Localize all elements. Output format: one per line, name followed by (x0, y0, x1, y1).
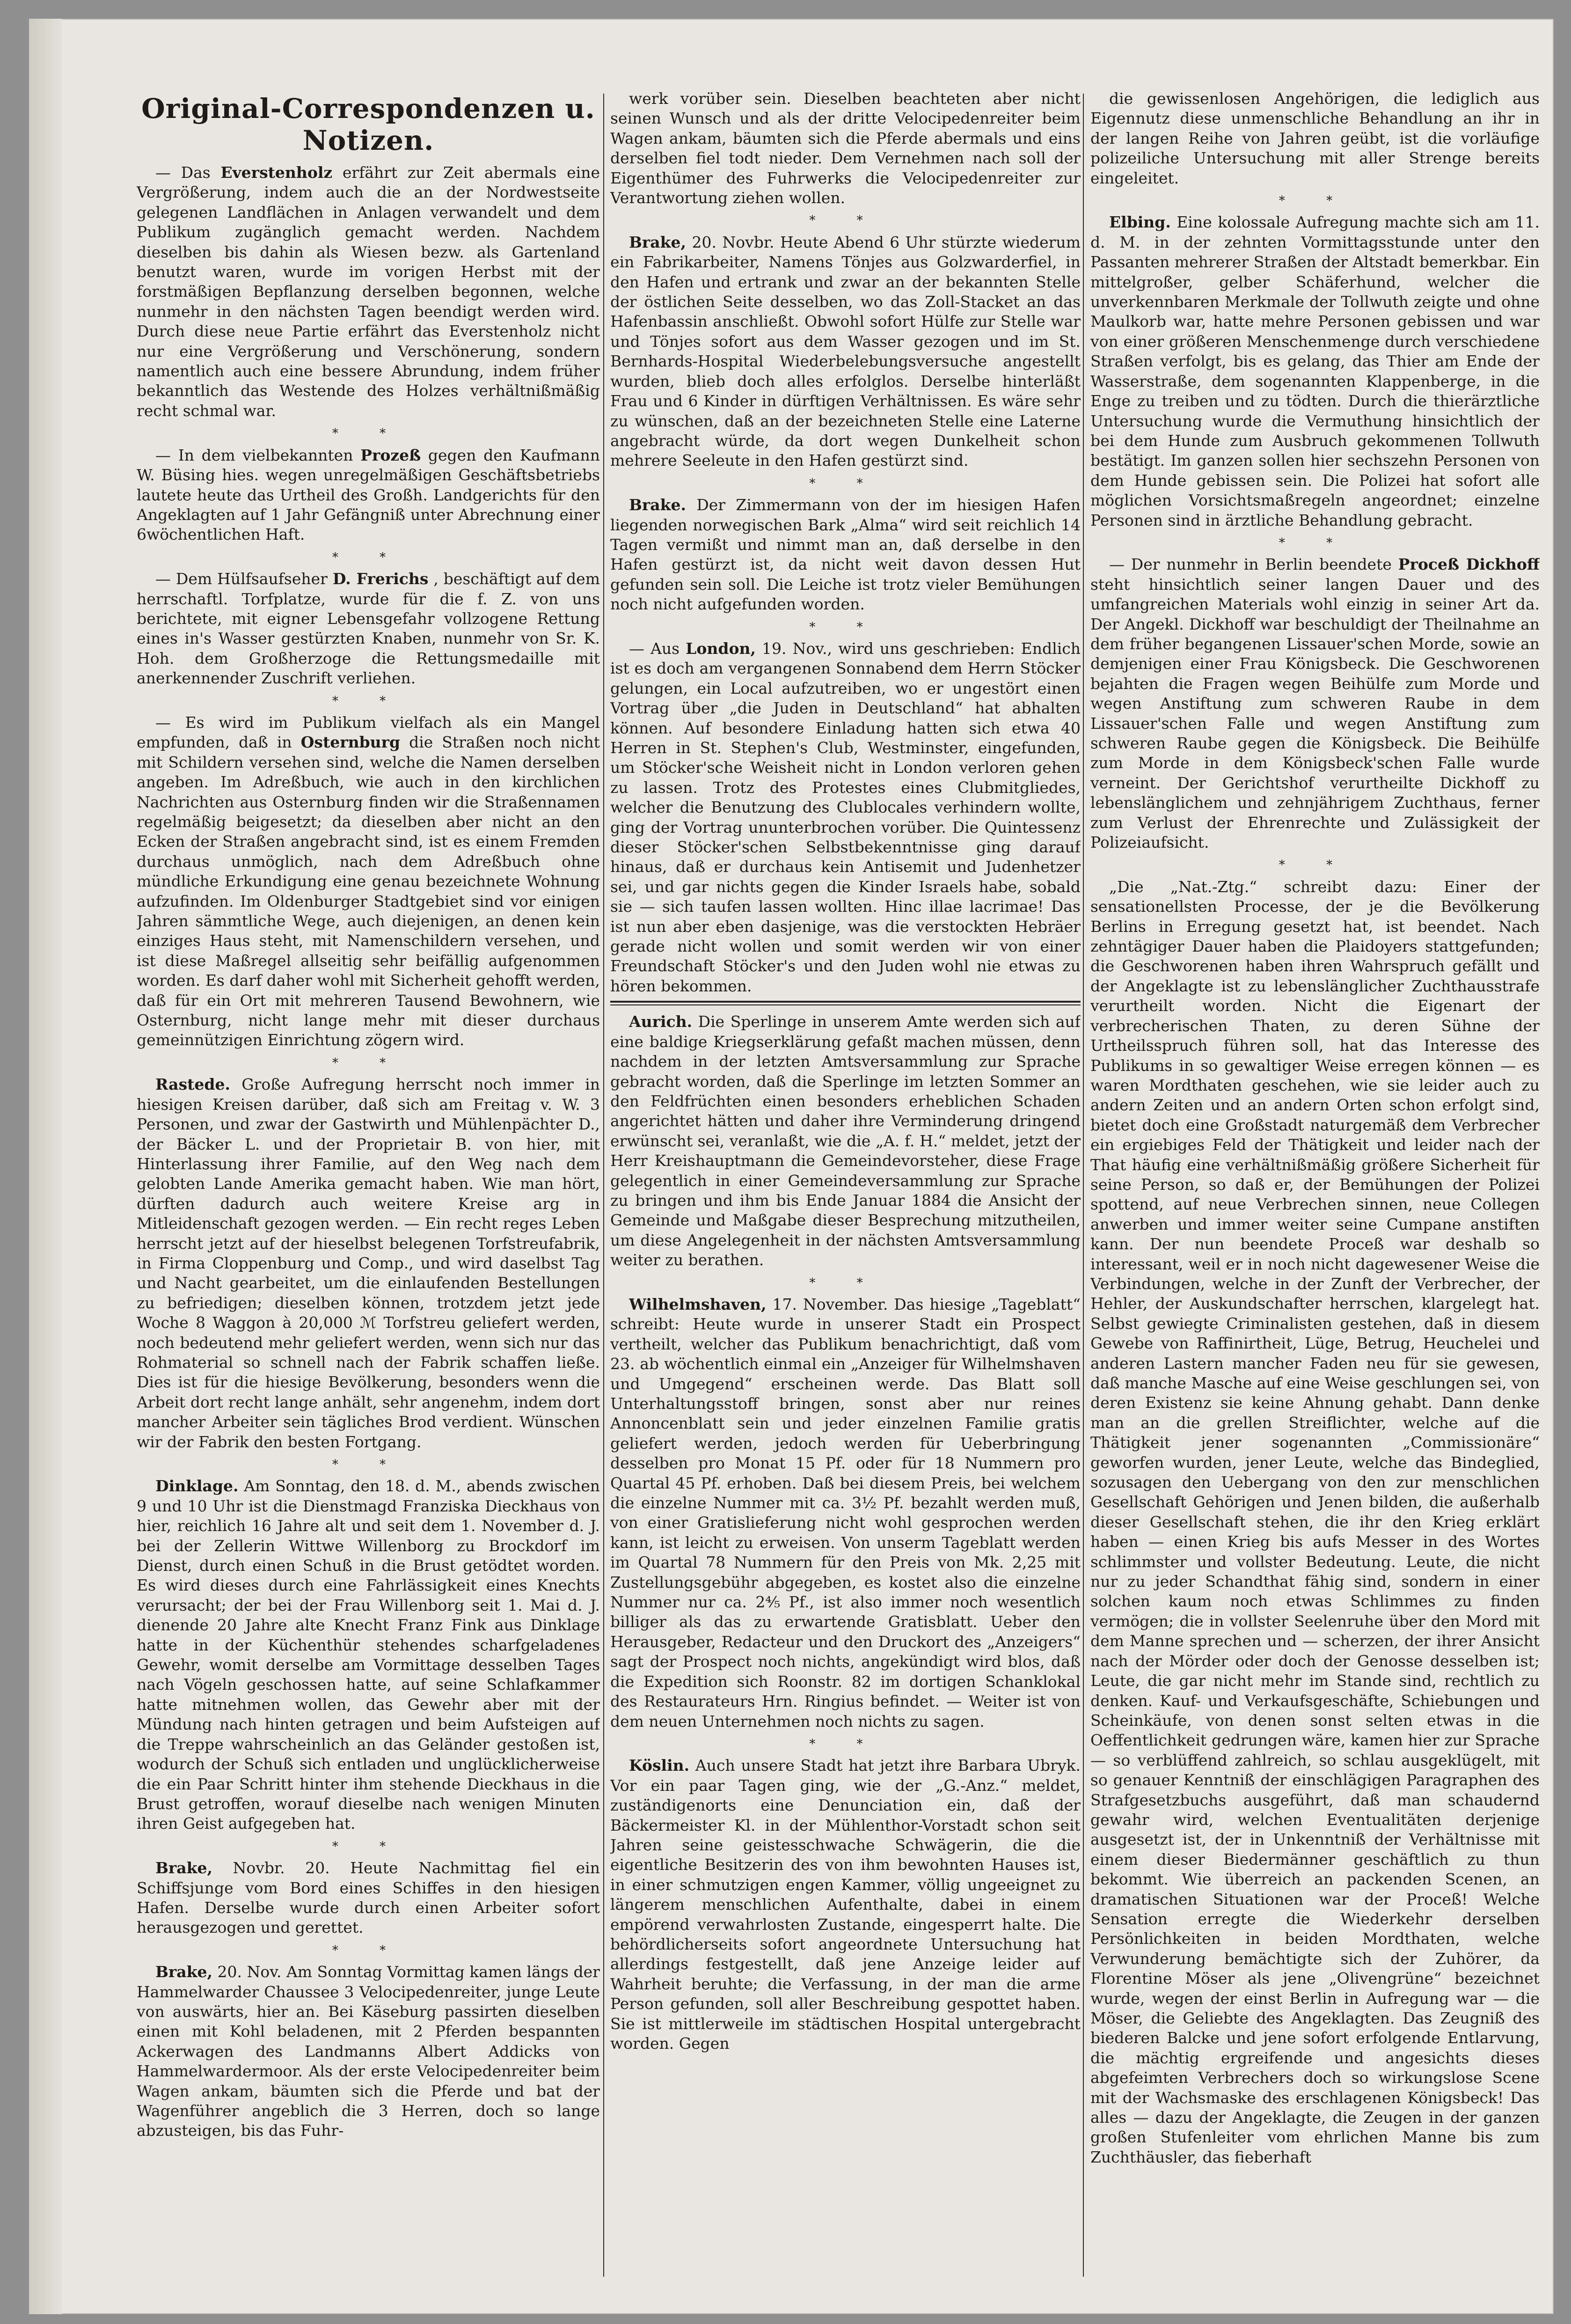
article-text: Die Sperlinge in unserem Amte werden sich auf eine baldige Kriegserklärung gefaßt machen müssen, denn nachdem in der letzten Amtsversammlung zur Sprache gebracht worden, daß die Sperlinge im letzten Sommer an den Feldfrüchten einen besonders erheblichen Schaden angerichtet hätten und daher ihre Verminderung dringend erwünscht sei, veranlaßt, wie die „A. f. H.“ meldet, jetzt der Herr Kreishauptmann die Gemeindevorsteher, diese Frage gelegentlich in einer Gemeindeversammlung zur Sprache zu bringen und ihm bis Ende Januar 1884 die Ansicht der Gemeinde und Maßgabe dieser Besprechung mitzutheilen, um diese Angelegenheit in der nächsten Amtsversammlung weiter zu berathen. (610, 1012, 1081, 1269)
article-separator: * * (332, 694, 405, 708)
article-separator: * * (809, 213, 882, 228)
article-separator: * * (809, 1276, 882, 1290)
article-heading: Prozeß (360, 446, 421, 464)
article-text: 17. November. Das hiesige „Tageblatt“ schreibt: Heute wurde in unserer Stadt ein Prospect vertheilt, welcher das Publikum benachrichtigt, daß vom 23. ab wöchentlich einmal ein „Anzeiger für Wilhelmshaven und Umgegend“ erscheinen werde. Das Blatt soll Unterhaltungsstoff bringen, sonst aber nur reines Annoncenblatt sein und jeder einzelnen Familie gratis geliefert werden, jedoch werden für Ueberbringung desselben pro Monat 15 Pf. oder für 18 Nummern pro Quartal 45 Pf. erhoben. Daß bei diesem Preis, bei welchem die einzelne Nummer mit ca. 3½ Pf. bezahlt werden muß, von einer Gratislieferung nicht wohl gesprochen werden kann, ist leicht zu erweisen. Von unserm Tageblatt werden im Quartal 78 Nummern für den Preis von Mk. 2,25 mit Zustellungsgebühr abgegeben, es kostet also die einzelne Nummer nur ca. 2⁴⁄₅ Pf., ist also immer noch wesentlich billiger als das zu erwartende Gratisblatt. Ueber den Herausgeber, Redacteur und den Druckort des „Anzeigers“ sagt der Prospect noch nichts, angekündigt wird blos, daß die Expedition sich Roonstr. 82 im dortigen Schanklokal des Restaurateurs Hrn. Ringius befindet. — Weiter ist von dem neuen Unternehmen noch nichts zu sagen. (610, 1295, 1081, 1730)
column-1-articles (137, 163, 600, 2141)
article-separator: * * (809, 476, 882, 491)
article-paragraph (1090, 877, 1540, 2167)
article-text: Novbr. 20. Heute Nachmittag fiel ein Schiffsjunge vom Bord eines Schiffes in den hiesigen Hafen. Derselbe wurde durch einen Arbeiter sofort herausgezogen und gerettet. (137, 1859, 600, 1937)
article-text: „Die „Nat.-Ztg.“ schreibt dazu: Einer der sensationellsten Processe, der je die Bevölkerung Berlins in Erregung gesetzt hat, ist beendet. Nach zehntägiger Dauer haben die Plaidoyers stattgefunden; die Geschworenen haben ihren Wahrspruch gefällt und der Angeklagte ist zu lebenslänglicher Zuchthausstrafe verurtheilt worden. Nicht die Eigenart der verbrecherischen Thaten, zu deren Sühne der Urtheilsspruch führen soll, hat das Interesse des Publikums in so gewaltiger Weise erregen können — es waren Mordthaten geschehen, wie sie leider auch zu andern Zeiten und an andern Orten schon erfolgt sind, bietet doch eine Großstadt naturgemäß dem Verbrecher ein ergiebiges Feld der Thätigkeit und leider nach der That häufig eine verhältnißmäßig größere Sicherheit für seine Person, so daß er, der Bemühungen der Polizei spottend, auf neue Verbrechen sinnen, neue Collegen anwerben und immer weiter seine Cumpane anstiften kann. Der nun beendete Proceß war deshalb so interessant, weil er in noch nicht dagewesener Weise die Verbindungen, welche in der Zunft der Verbrecher, der Hehler, der Auskundschafter herrschen, klargelegt hat. Selbst gewiegte Criminalisten gestehen, daß in diesem Gewebe von Raffinirtheit, Lüge, Betrug, Heuchelei und anderen Lastern mancher Faden neu für sie gewesen, daß manche Masche auf eine Weise geschlungen sei, von deren Existenz sie keine Ahnung gehabt. Dann denke man an die grellen Streiflichter, welche auf die Thätigkeit jener sogenannten „Commissionäre“ geworfen wurden, jener Leute, welche das Bindeglied, sozusagen den Uebergang von den zur menschlichen Gesellschaft Gehörigen und Jenen bilden, die außerhalb dieser Gesellschaft stehen, die ihr den Krieg erklärt haben — einen Krieg bis aufs Messer in des Wortes schlimmster und vollster Bedeutung. Leute, die nicht nur zu jeder Schandthat fähig sind, sondern in einer solchen kaum noch etwas Schlimmes zu finden vermögen; die in vollster Seelenruhe über den Mord mit dem Manne sprechen und — scherzen, der ihrer Ansicht nach der Mörder oder doch der Genosse desselben ist; Leute, die gar nicht mehr im Stande sind, rechtlich zu denken. Kauf- und Verkaufsgeschäfte, Schiebungen und Scheinkäufe, von denen sonst selten etwas in die Oeffentlichkeit gedrungen wäre, kamen hier zur Sprache — so verblüffend zahlreich, so schlau ausgeklügelt, mit so genauer Kenntniß der einschlägigen Paragraphen des Strafgesetzbuchs ausgeführt, daß man schaudernd gewahr wird, welchen Eventualitäten derjenige ausgesetzt ist, der in Unkenntniß der Verhältnisse mit einem dieser Biedermänner geschäftlich zu thun bekommt. Wie überreich an packenden Scenen, an dramatischen Situationen war der Proceß! Welche Sensation erregte die Wiederkehr derselben Persönlichkeiten in beiden Mordthaten, welche Verwunderung bemächtigte sich der Zuhörer, da Florentine Möser als jene „Olivengrüne“ bezeichnet wurde, wegen der einst Berlin in Aufregung war — die Möser, die Geliebte des Angeklagten. Das Zeugniß des biederen Balcke und jene sofort erfolgende Entlarvung, die mächtig ergreifende und angesichts dieses abgefeimten Verbrechers doch so wirkungslose Scene mit der Wachsmaske des erschlagenen Königsbeck! Das alles — dazu der Angeklagte, die Zeugen in der ganzen großen Stufenleiter vom ehrlichen Manne bis zum Zuchthäusler, das fieberhaft (1090, 877, 1540, 2166)
column-1 (137, 89, 600, 2277)
article-lead: — Dem Hülfsaufseher (155, 570, 333, 588)
article-paragraph (610, 89, 1081, 208)
article-separator: * * (332, 1056, 405, 1070)
article-heading: Brake, (155, 1963, 213, 1981)
article-paragraph (610, 639, 1081, 996)
article-text: erfährt zur Zeit abermals eine Vergrößerung, indem auch die an der Nordwestseite gelegenen Landflächen in Anlagen verwandelt und dem Publikum zugänglich gemacht werden. Nachdem dieselben bis dahin als Wiesen bezw. als Gartenland benutzt waren, wurde im vorigen Herbst mit der forstmäßigen Bepflanzung derselben begonnen, welche nunmehr in den nächsten Tagen beendigt werden wird. Durch diese neue Partie erfährt das Everstenholz nicht nur eine Vergrößerung und Verschönerung, sondern namentlich auch eine bessere Abrundung, indem früher bekanntlich das Westende des Holzes verhältnißmäßig recht schmal war. (137, 163, 600, 420)
article-paragraph (610, 233, 1081, 471)
article-text: die gewissenlosen Angehörigen, die lediglich aus Eigennutz diese unmenschliche Behandlung an ihr in der langen Reihe von Jahren geübt, ist die vorläufige polizeiliche Untersuchung mit aller Strenge bereits eingeleitet. (1090, 89, 1540, 187)
newspaper-page (29, 19, 1554, 2314)
page-binding (29, 19, 62, 2314)
article-heading: Köslin. (629, 1756, 690, 1775)
article-separator: * * (332, 1943, 405, 1957)
article-text: Auch unsere Stadt hat jetzt ihre Barbara Ubryk. Vor ein paar Tagen ging, wie der „G.-Anz.“ meldet, zuständigenorts eine Denunciation ein, daß der Bäckermeister Kl. in der Mühlenthor-Vorstadt schon seit Jahren seine geistesschwache Schwägerin, die die eigentliche Besitzerin des von ihm bewohnten Hauses ist, in einer schmutzigen engen Kammer, völlig ungeeignet zu längerem menschlichen Aufenthalte, dabei in einem empörend verwahrlosten Zustande, eingesperrt halte. Die behördlicherseits sofort angeordnete Untersuchung hat allerdings festgestellt, daß jene Anzeige leider auf Wahrheit beruhte; die Verfassung, in der man die arme Person gefunden, soll aller Beschreibung gespottet haben. Sie ist mittlerweile im städtischen Hospital untergebracht worden. Gegen (610, 1756, 1081, 2053)
article-paragraph (610, 1295, 1081, 1731)
article-text: steht hinsichtlich seiner langen Dauer und des umfangreichen Materials wohl einzig in seiner Art da. Der Angekl. Dickhoff war beschuldigt der Theilnahme an dem früher begangenen Lissauer'schen Morde, sowie an demjenigen einer Frau Königsbeck. Die Geschworenen bejahten die Fragen wegen Beihülfe zum Morde und wegen Anstiftung zum schweren Raube in dem Lissauer'schen Falle und wegen Anstiftung zum schweren Raube gegen die Königsbeck. Die Beihülfe zum Morde in dem Königsbeck'schen Falle wurde verneint. Der Gerichtshof verurtheilte Dickhoff zu lebenslänglichem und zehnjährigem Zuchthaus, ferner zum Verlust der Ehrenrechte und Zulässigkeit der Polizeiaufsicht. (1090, 575, 1540, 852)
column-rule-1 (603, 94, 604, 2277)
article-text: Am Sonntag, den 18. d. M., abends zwischen 9 und 10 Uhr ist die Dienstmagd Franziska Dieckhaus von hier, reichlich 16 Jahre alt und seit dem 1. November d. J. bei der Zellerin Wittwe Willenborg zu Brockdorf im Dienst, durch einen Schuß in die Brust getödtet worden. Es wird dieses durch eine Fahrlässigkeit eines Knechts verursacht; der bei der Frau Willenborg seit 1. Mai d. J. dienende 20 Jahre alte Knecht Franz Fink aus Dinklage hatte in der Küchenthür stehendes scharfgeladenes Gewehr, womit derselbe am Vormittage desselben Tages nach Vögeln geschossen hatte, auf seine Schlafkammer hatte mitnehmen wollen, das Gewehr aber mit der Mündung nach hinten getragen und beim Aufsteigen auf die Treppe wahrscheinlich an das Geländer gestoßen ist, wodurch der Schuß sich entladen und unglücklicherweise die ein Paar Schritt hinter ihm stehende Dieckhaus in die Brust getroffen, worauf dieselbe nach wenigen Minuten ihren Geist aufgegeben hat. (137, 1477, 600, 1833)
article-separator: * * (332, 1458, 405, 1472)
article-lead: — Es wird im Publikum vielfach als ein Mangel empfunden, daß in (137, 713, 600, 752)
column-2-articles (610, 89, 1081, 2053)
article-heading: Everstenholz (220, 163, 333, 182)
article-separator: * * (332, 426, 405, 441)
article-lead: — In dem vielbekannten (155, 446, 361, 464)
article-heading: Brake, (155, 1859, 213, 1877)
article-heading: Wilhelmshaven, (629, 1295, 767, 1313)
article-heading: Brake. (629, 496, 687, 514)
article-separator: * * (332, 550, 405, 565)
article-text: werk vorüber sein. Dieselben beachteten aber nicht seinen Wunsch und als der dritte Velocipedenreiter beim Wagen ankam, bäumten sich die Pferde abermals und eins derselben fiel todt nieder. Dem Vernehmen nach soll der Eigenthümer des Fuhrwerks die Velocipedenreiter zur Verantwortung ziehen wollen. (610, 89, 1081, 207)
article-text: gegen den Kaufmann W. Büsing hies. wegen unregelmäßigen Geschäftsbetriebs lautete heute das Urtheil des Großh. Landgerichts für den Angeklagten auf 1 Jahr Gefängniß unter Abrechnung einer 6wöchentlichen Haft. (137, 446, 600, 544)
section-rule (610, 1001, 1081, 1005)
article-text: , beschäftigt auf dem herrschaftl. Torfplatze, wurde für die f. Z. von uns berichtete, mit eigner Lebensgefahr vollzogene Rettung eines in's Wasser gestürzten Knaben, nunmehr von Sr. K. Hoh. dem Großherzoge die Rettungsmedaille mit anerkennender Zuschrift verliehen. (137, 570, 600, 688)
article-separator: * * (1279, 535, 1352, 550)
article-heading: Rastede. (155, 1075, 230, 1094)
article-paragraph (610, 1756, 1081, 2053)
column-rule-2 (1083, 94, 1084, 2277)
article-paragraph (137, 569, 600, 688)
article-paragraph (1090, 89, 1540, 188)
article-paragraph (610, 1012, 1081, 1270)
article-paragraph (1090, 213, 1540, 530)
article-text: 20. Nov. Am Sonntag Vormittag kamen längs der Hammelwarder Chaussee 3 Velocipedenreiter, junge Leute von auswärts, hier an. Bei Käseburg passirten dieselben einen mit Kohl beladenen, mit 2 Pferden bespannten Ackerwagen des Landmanns Albert Addicks von Hammelwardermoor. Als der erste Velocipedenreiter beim Wagen ankam, bäumten sich die Pferde und bat der Wagenführer angeblich die 3 Herren, doch so lange abzusteigen, bis das Fuhr- (137, 1963, 600, 2140)
page-title: Original-Correspondenzen u. Notizen. (141, 93, 595, 156)
column-2 (610, 89, 1081, 2277)
article-heading: London, (686, 639, 756, 658)
column-3-articles (1090, 89, 1540, 2167)
article-heading: Dinklage. (155, 1477, 239, 1496)
article-text: 20. Novbr. Heute Abend 6 Uhr stürzte wiederum ein Fabrikarbeiter, Namens Tönjes aus Golzwarderfiel, in den Hafen und ertrank und zwar an der bekannten Stelle der östlichen Seite desselben, wo das Zoll-Stacket an das Hafenbassin anschließt. Obwohl sofort Hülfe zur Stelle war und Tönjes sofort aus dem Wasser gezogen und im St. Bernhards-Hospital Wiederbelebungsversuche angestellt wurden, blieb doch alles erfolglos. Derselbe hinterläßt Frau und 6 Kinder in dürftigen Verhältnissen. Es wäre sehr zu wünschen, daß an der bezeichneten Stelle eine Laterne angebracht würde, da dort wegen Dunkelheit schon mehrere Seeleute in den Hafen gestürzt sind. (610, 233, 1081, 470)
article-heading: Brake, (629, 233, 687, 251)
article-paragraph (137, 163, 600, 421)
article-separator: * * (1279, 194, 1352, 208)
article-paragraph (610, 495, 1081, 614)
article-heading: Aurich. (629, 1012, 693, 1031)
article-paragraph (137, 446, 600, 545)
article-text: die Straßen noch nicht mit Schildern versehen sind, welche die Namen derselben angeben. Im Adreßbuch, wie auch in den kirchlichen Nachrichten aus Osternburg finden wir die Straßennamen regelmäßig beigesetzt; da dieselben aber nicht an den Ecken der Straßen angebracht sind, ist es einem Fremden durchaus unmöglich, nach dem Adreßbuch ohne mündliche Erkundigung eine genau bezeichnete Wohnung aufzufinden. Im Oldenburger Stadtgebiet sind vor einigen Jahren sämmtliche Wege, auch diejenigen, an denen kein einziges Haus steht, mit Namenschildern versehen, und ist diese Maßregel allseitig sehr beifällig aufgenommen worden. Es darf daher wohl mit Sicherheit gehofft werden, daß für ein Ort mit mehreren Tausend Bewohnern, wie Osternburg, nicht lange mehr mit dieser durchaus gemeinnützigen Einrichtung zögern wird. (137, 733, 600, 1049)
article-lead: — Aus (629, 639, 686, 658)
article-paragraph (137, 1075, 600, 1452)
article-paragraph (137, 1962, 600, 2141)
article-text: Der Zimmermann von der im hiesigen Hafen liegenden norwegischen Bark „Alma“ wird seit reichlich 14 Tagen vermißt und nimmt man an, daß derselbe in den Hafen gestürzt ist, da nicht weit davon dessen Hut gefunden sein soll. Die Leiche ist trotz vieler Bemühungen noch nicht aufgefunden worden. (610, 496, 1081, 614)
column-3 (1090, 89, 1540, 2277)
article-paragraph (137, 1476, 600, 1833)
article-separator: * * (1279, 858, 1352, 872)
article-heading: Osternburg (300, 733, 401, 752)
article-paragraph (137, 713, 600, 1050)
article-separator: * * (809, 620, 882, 634)
article-text: 19. Nov., wird uns geschrieben: Endlich ist es doch am vergangenen Sonnabend dem Herrn Stöcker gelungen, ein Local aufzutreiben, wo er ungestört einen Vortrag über „die Juden in Deutschland“ hat abhalten können. Auf besondere Einladung hatten sich etwa 40 Herren in St. Stephen's Club, Westminster, eingefunden, um Stöcker'sche Weisheit nicht in London verloren gehen zu lassen. Trotz des Protestes eines Clubmitgliedes, welcher die Benutzung des Clublocales verhindern wollte, ging der Vortrag ununterbrochen vorüber. Die Quintessenz dieser Stöcker'schen Selbstbekenntnisse ging darauf hinaus, daß er durchaus kein Antisemit und Judenhetzer sei, und gar nichts gegen die Kinder Israels habe, sobald sie — sich taufen lassen wollten. Hinc illae lacrimae! Das ist nun aber eben dasjenige, was die verstockten Hebräer gerade nicht wollen und somit werden wir von einer Freundschaft Stöcker's und den Juden wohl nie etwas zu hören bekommen. (610, 639, 1081, 995)
article-lead: — Das (155, 163, 221, 182)
article-separator: * * (809, 1737, 882, 1751)
article-separator: * * (332, 1839, 405, 1854)
article-heading: Elbing. (1109, 213, 1171, 232)
article-text: Große Aufregung herrscht noch immer in hiesigen Kreisen darüber, daß sich am Freitag v. W. 3 Personen, und zwar der Gastwirth und Mühlenpächter D., der Bäcker L. und der Proprietair B. von hier, mit Hinterlassung ihrer Familie, auf den Weg nach dem gelobten Lande Amerika gemacht haben. Wie man hört, dürften dadurch auch weitere Kreise arg in Mitleidenschaft gezogen werden. — Ein recht reges Leben herrscht jetzt auf der hieselbst belegenen Torfstreufabrik, in Firma Cloppenburg und Comp., und wird daselbst Tag und Nacht gearbeitet, um die einlaufenden Bestellungen zu befriedigen; dieselben können, trotzdem jetzt jede Woche 8 Waggon à 20,000 ℳ Torfstreu geliefert werden, noch bedeutend mehr geliefert werden, wenn sich nur das Rohmaterial so schnell nach der Fabrik schaffen ließe. Dies ist für die hiesige Bevölkerung, besonders wenn die Arbeit dort recht lange anhält, sehr angenehm, indem dort mancher Arbeiter sein tägliches Brod verdient. Wünschen wir der Fabrik den besten Fortgang. (137, 1075, 600, 1451)
article-lead: — Der nunmehr in Berlin beendete (1109, 555, 1398, 574)
article-paragraph (137, 1858, 600, 1938)
article-text: Eine kolossale Aufregung machte sich am 11. d. M. in der zehnten Vormittagsstunde unter den Passanten mehrerer Straßen der Altstadt bemerkbar. Ein mittelgroßer, gelber Schäferhund, welcher die unverkennbaren Merkmale der Tollwuth zeigte und ohne Maulkorb war, hatte mehre Personen gebissen und war von einer größeren Menschenmenge durch verschiedene Straßen verfolgt, bis es gelang, das Thier am Ende der Wasserstraße, dem sogenannten Klappenberge, in die Enge zu treiben und zu tödten. Durch die thierärztliche Untersuchung wurde die Vermuthung hinsichtlich der bei dem Hunde zum Ausbruch gekommenen Tollwuth bestätigt. Im ganzen sollen hier sechszehn Personen von dem Hunde gebissen sein. Die Polizei hat sofort alle möglichen Vorsichtsmaßregeln angeordnet; einzelne Personen sind in ärztliche Behandlung gebracht. (1090, 213, 1540, 529)
article-heading: D. Frerichs (332, 570, 429, 588)
article-heading: Proceß Dickhoff (1398, 555, 1540, 574)
article-paragraph (1090, 555, 1540, 852)
